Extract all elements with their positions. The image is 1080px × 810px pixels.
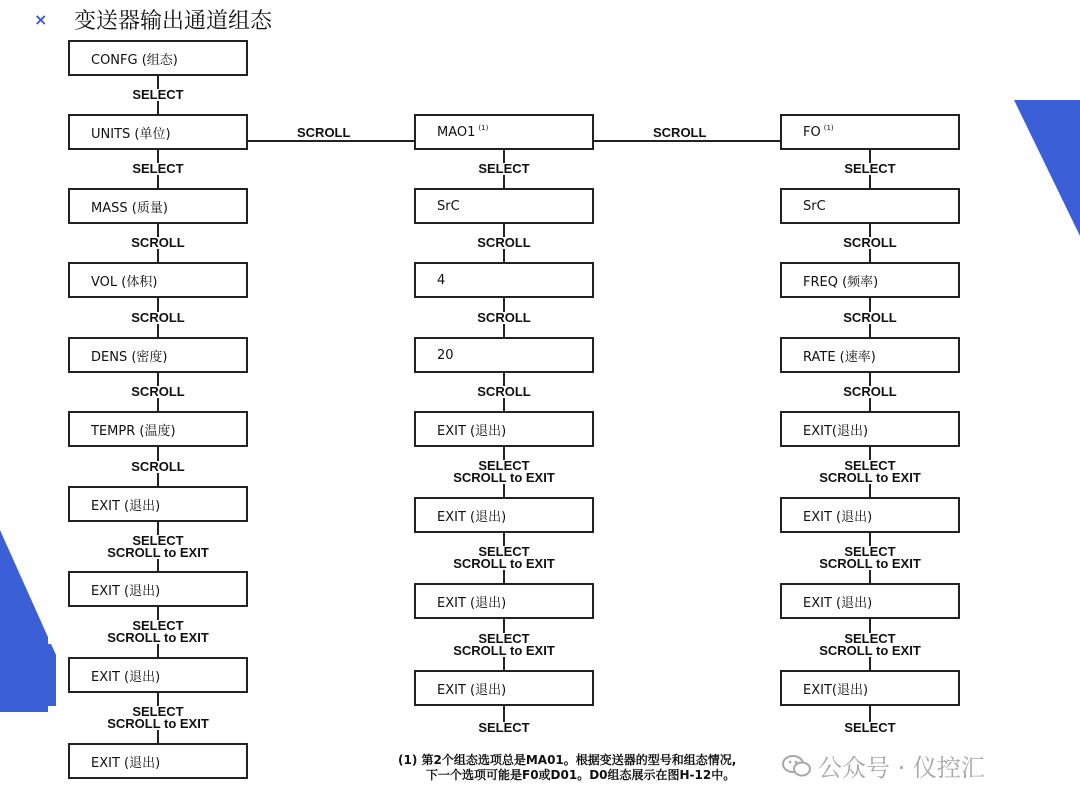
flow-box: [414, 583, 594, 619]
flow-box-label: EXIT (退出): [91, 755, 161, 771]
flow-box: [68, 743, 248, 779]
connector-label-line: SCROLL to EXIT: [453, 470, 555, 485]
connector-label: [48, 163, 268, 175]
connector-label-line: SCROLL to EXIT: [107, 545, 209, 560]
flow-box: [68, 411, 248, 447]
connector-label: [760, 163, 980, 175]
watermark: [782, 748, 985, 783]
connector-label-line: SELECT: [132, 533, 184, 548]
flow-box: [414, 114, 594, 150]
connector-label: [760, 312, 980, 324]
link-line: [248, 140, 414, 142]
flow-box: [780, 670, 960, 706]
flow-box-label: EXIT(退出): [803, 682, 869, 698]
connector-label: [394, 386, 614, 398]
flow-box-label: MAO1: [437, 124, 476, 140]
connector-label-line: SELECT: [844, 458, 896, 473]
connector-label: [760, 237, 980, 249]
flow-box-label: RATE (速率): [803, 349, 876, 365]
flow-box: [414, 262, 594, 298]
link-label: SCROLL: [297, 125, 351, 140]
flow-box: [68, 114, 248, 150]
connector-label: [48, 237, 268, 249]
connector-label-line: SELECT: [478, 544, 530, 559]
flow-box-label: EXIT (退出): [91, 583, 161, 599]
flow-box: [780, 583, 960, 619]
connector-label: [394, 163, 614, 175]
flow-box-label: UNITS (单位): [91, 126, 171, 142]
connector-label: [48, 535, 268, 559]
flow-box-label: EXIT (退出): [803, 509, 873, 525]
connector-label-line: SELECT: [478, 458, 530, 473]
connector-label: [48, 312, 268, 324]
flow-box: [780, 337, 960, 373]
link-label: SCROLL: [653, 125, 707, 140]
connector-label-line: SCROLL to EXIT: [107, 630, 209, 645]
flow-box-label: SrC: [437, 198, 460, 214]
footnote-line-1: (1) 第2个组态选项总是MA01。根据变送器的型号和组态情况,: [398, 753, 737, 767]
flow-box-label: CONFG (组态): [91, 52, 178, 68]
connector-label: SELECT: [394, 722, 614, 734]
flow-box: [68, 657, 248, 693]
connector-label-line: SELECT: [844, 161, 896, 176]
flow-box: [414, 337, 594, 373]
connector-label: [48, 89, 268, 101]
connector-label-line: SCROLL to EXIT: [107, 716, 209, 731]
flow-box-label: MASS (质量): [91, 200, 168, 216]
connector-label-line: SCROLL: [843, 310, 897, 325]
connector-label-line: SELECT: [478, 161, 530, 176]
link-line: [594, 140, 780, 142]
bullet-icon: ×: [34, 9, 48, 29]
flow-box-label: 4: [437, 272, 446, 288]
connector-label: [394, 460, 614, 484]
connector-label-line: SELECT: [132, 704, 184, 719]
connector-label: [760, 386, 980, 398]
flow-box-label: DENS (密度): [91, 349, 168, 365]
watermark-text: 公众号 · 仪控汇: [818, 754, 985, 782]
connector-label-line: SELECT: [132, 618, 184, 633]
flow-box: [414, 497, 594, 533]
connector-label-line: SELECT: [132, 161, 184, 176]
footnote-line-2: 下一个选项可能是F0或D01。D0组态展示在图H-12中。: [426, 768, 736, 782]
connector-label-line: SELECT: [478, 631, 530, 646]
flow-box-label: EXIT (退出): [437, 682, 507, 698]
connector-label-line: SCROLL to EXIT: [819, 556, 921, 571]
flow-box: [414, 188, 594, 224]
flow-box: [780, 497, 960, 533]
flow-box-label: EXIT (退出): [803, 595, 873, 611]
connector-label: [48, 620, 268, 644]
connector-label: [394, 633, 614, 657]
connector-label-line: SCROLL: [477, 310, 531, 325]
flow-box-label: EXIT (退出): [91, 498, 161, 514]
flow-box-label: VOL (体积): [91, 274, 158, 290]
connector-label-line: SCROLL: [131, 459, 185, 474]
connector-label: [760, 460, 980, 484]
flow-box: [780, 114, 960, 150]
flow-box-label: 20: [437, 347, 454, 363]
connector-label: [394, 237, 614, 249]
flow-box: [68, 262, 248, 298]
connector-label: [48, 706, 268, 730]
connector-label-line: SELECT: [844, 544, 896, 559]
connector-label: [760, 546, 980, 570]
connector-label: SELECT: [760, 722, 980, 734]
connector-label-line: SCROLL: [843, 235, 897, 250]
flow-box: [68, 571, 248, 607]
connector-label-line: SCROLL to EXIT: [819, 643, 921, 658]
flow-box: [68, 40, 248, 76]
connector-label: [48, 461, 268, 473]
footnote-marker: (1): [478, 124, 489, 132]
flow-box: [68, 486, 248, 522]
connector-label: [48, 386, 268, 398]
flow-box: [68, 188, 248, 224]
wechat-icon: [782, 754, 812, 778]
connector-label: [394, 546, 614, 570]
flow-box-label: EXIT (退出): [91, 669, 161, 685]
connector-label-line: SCROLL to EXIT: [453, 643, 555, 658]
flow-box-label: EXIT (退出): [437, 509, 507, 525]
connector-label: [394, 312, 614, 324]
connector-label-line: SCROLL to EXIT: [453, 556, 555, 571]
flow-box: [780, 188, 960, 224]
flow-box-label: SrC: [803, 198, 826, 214]
flow-box-label: FO: [803, 124, 821, 140]
flow-box: [780, 262, 960, 298]
flow-box-label: EXIT (退出): [437, 423, 507, 439]
flow-box: [780, 411, 960, 447]
connector-label-line: SCROLL to EXIT: [819, 470, 921, 485]
connector-label-line: SCROLL: [477, 384, 531, 399]
footnote-marker: (1): [823, 124, 834, 132]
flow-box: [414, 670, 594, 706]
connector-label-line: SCROLL: [131, 235, 185, 250]
flow-box-label: EXIT(退出): [803, 423, 869, 439]
flow-box-label: EXIT (退出): [437, 595, 507, 611]
connector-label-line: SCROLL: [477, 235, 531, 250]
slide-title: 变送器输出通道组态: [74, 8, 273, 34]
footnote: [398, 753, 736, 783]
flow-box-label: FREQ (频率): [803, 274, 879, 290]
connector-label-line: SELECT: [844, 631, 896, 646]
flow-box: [68, 337, 248, 373]
connector-label: [760, 633, 980, 657]
connector-label-line: SCROLL: [131, 384, 185, 399]
connector-label-line: SELECT: [132, 87, 184, 102]
flow-box-label: TEMPR (温度): [91, 423, 176, 439]
connector-label-line: SCROLL: [131, 310, 185, 325]
connector-label-line: SCROLL: [843, 384, 897, 399]
flow-box: [414, 411, 594, 447]
